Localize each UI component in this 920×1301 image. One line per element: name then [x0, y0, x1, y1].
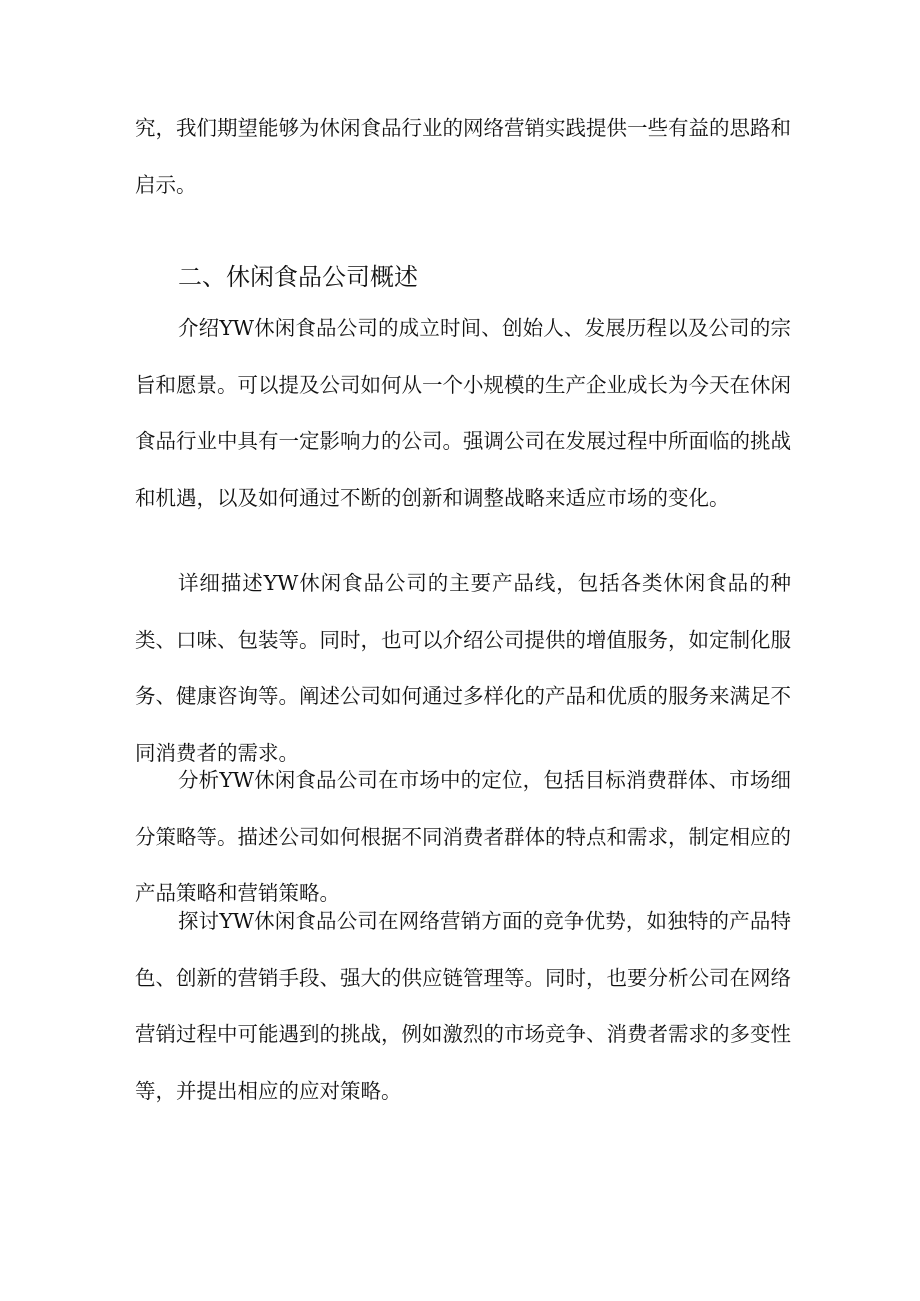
paragraph-product-lines: 详细描述YW休闲食品公司的主要产品线，包括各类休闲食品的种类、口味、包装等。同时，也可以介绍公司提供的增值服务，如定制化服务、健康咨询等。阐述公司如何通过多样化的产品和优质的服务来满足不同消费者的需求。	[135, 571, 791, 766]
continuation-paragraph: 究，我们期望能够为休闲食品行业的网络营销实践提供一些有益的思路和启示。	[135, 116, 791, 197]
paragraph-market-positioning: 分析YW休闲食品公司在市场中的定位，包括目标消费群体、市场细分策略等。描述公司如何根据不同消费者群体的特点和需求，制定相应的产品策略和营销策略。	[135, 768, 791, 906]
paragraph-competitive-advantage: 探讨YW休闲食品公司在网络营销方面的竞争优势，如独特的产品特色、创新的营销手段、强大的供应链管理等。同时，也要分析公司在网络营销过程中可能遇到的挑战，例如激烈的市场竞争、消费者需求的多变性等，并提出相应的应对策略。	[135, 909, 791, 1104]
paragraph-company-history: 介绍YW休闲食品公司的成立时间、创始人、发展历程以及公司的宗旨和愿景。可以提及公司如何从一个小规模的生产企业成长为今天在休闲食品行业中具有一定影响力的公司。强调公司在发展过程中所面临的挑战和机遇，以及如何通过不断的创新和调整战略来适应市场的变化。	[135, 316, 791, 511]
section-heading: 二、休闲食品公司概述	[178, 263, 418, 291]
